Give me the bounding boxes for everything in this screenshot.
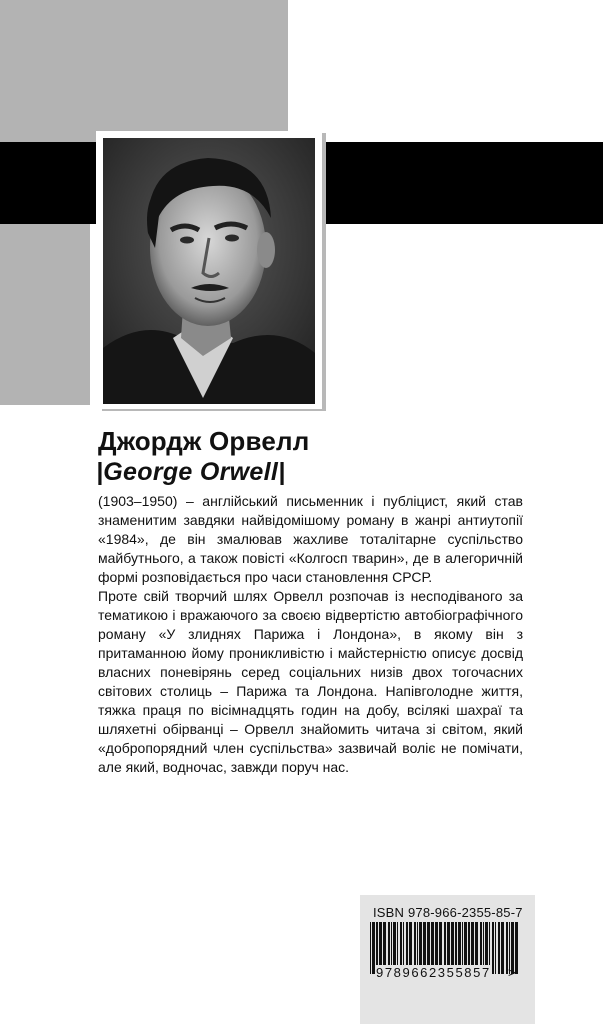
barcode-digits: 9789662355857 — [376, 965, 491, 980]
isbn-label: ISBN 978-966-2355-85-7 — [373, 905, 523, 920]
author-name: Джордж Орвелл — [98, 426, 310, 456]
author-latin-name: |George Orwell| — [96, 458, 286, 486]
portrait-graphic — [103, 138, 315, 404]
gray-decor-strip — [0, 224, 90, 405]
barcode-bar — [501, 922, 504, 974]
barcode-bar — [495, 922, 496, 974]
author-biography — [98, 492, 523, 777]
barcode-bar — [370, 922, 371, 974]
barcode-bar — [498, 922, 500, 974]
barcode-bar — [492, 922, 494, 974]
gray-decor-block — [0, 0, 288, 142]
barcode-arrow: > — [508, 965, 516, 980]
bio-paragraph: Проте свій творчий шлях Орвелл розпочав із несподіваного за тематикою і вражаючого за своєю відвертістю автобіографічного роману «У злиднях Парижа і Лондона», в якому він з притаманною йому проникливістю і майстерністю описує досвід власних поневірянь серед соціальних низів двох тогочасних світових столиць – Парижа та Лондона. Напівголодне життя, тяжка праця по вісімнадцять годин на добу, всілякі шахраї та шляхетні обірванці – Орвелл знайомить читача зі світом, який «добропорядний член суспільства» зазвичай воліє не помічати, але який, водночас, завжди поруч нас. — [98, 588, 523, 775]
author-portrait — [103, 138, 315, 404]
bio-paragraph: (1903–1950) – англійський письменник і публіцист, який став знаменитим завдяки найвідомішому роману в жанрі антиутопії «1984», де він змалював жахливе тоталітарне суспільство майбутнього, а також повісті «Колгосп тварин», де в алегоричній формі розповідається про часи становлення СРСР. — [98, 493, 523, 585]
